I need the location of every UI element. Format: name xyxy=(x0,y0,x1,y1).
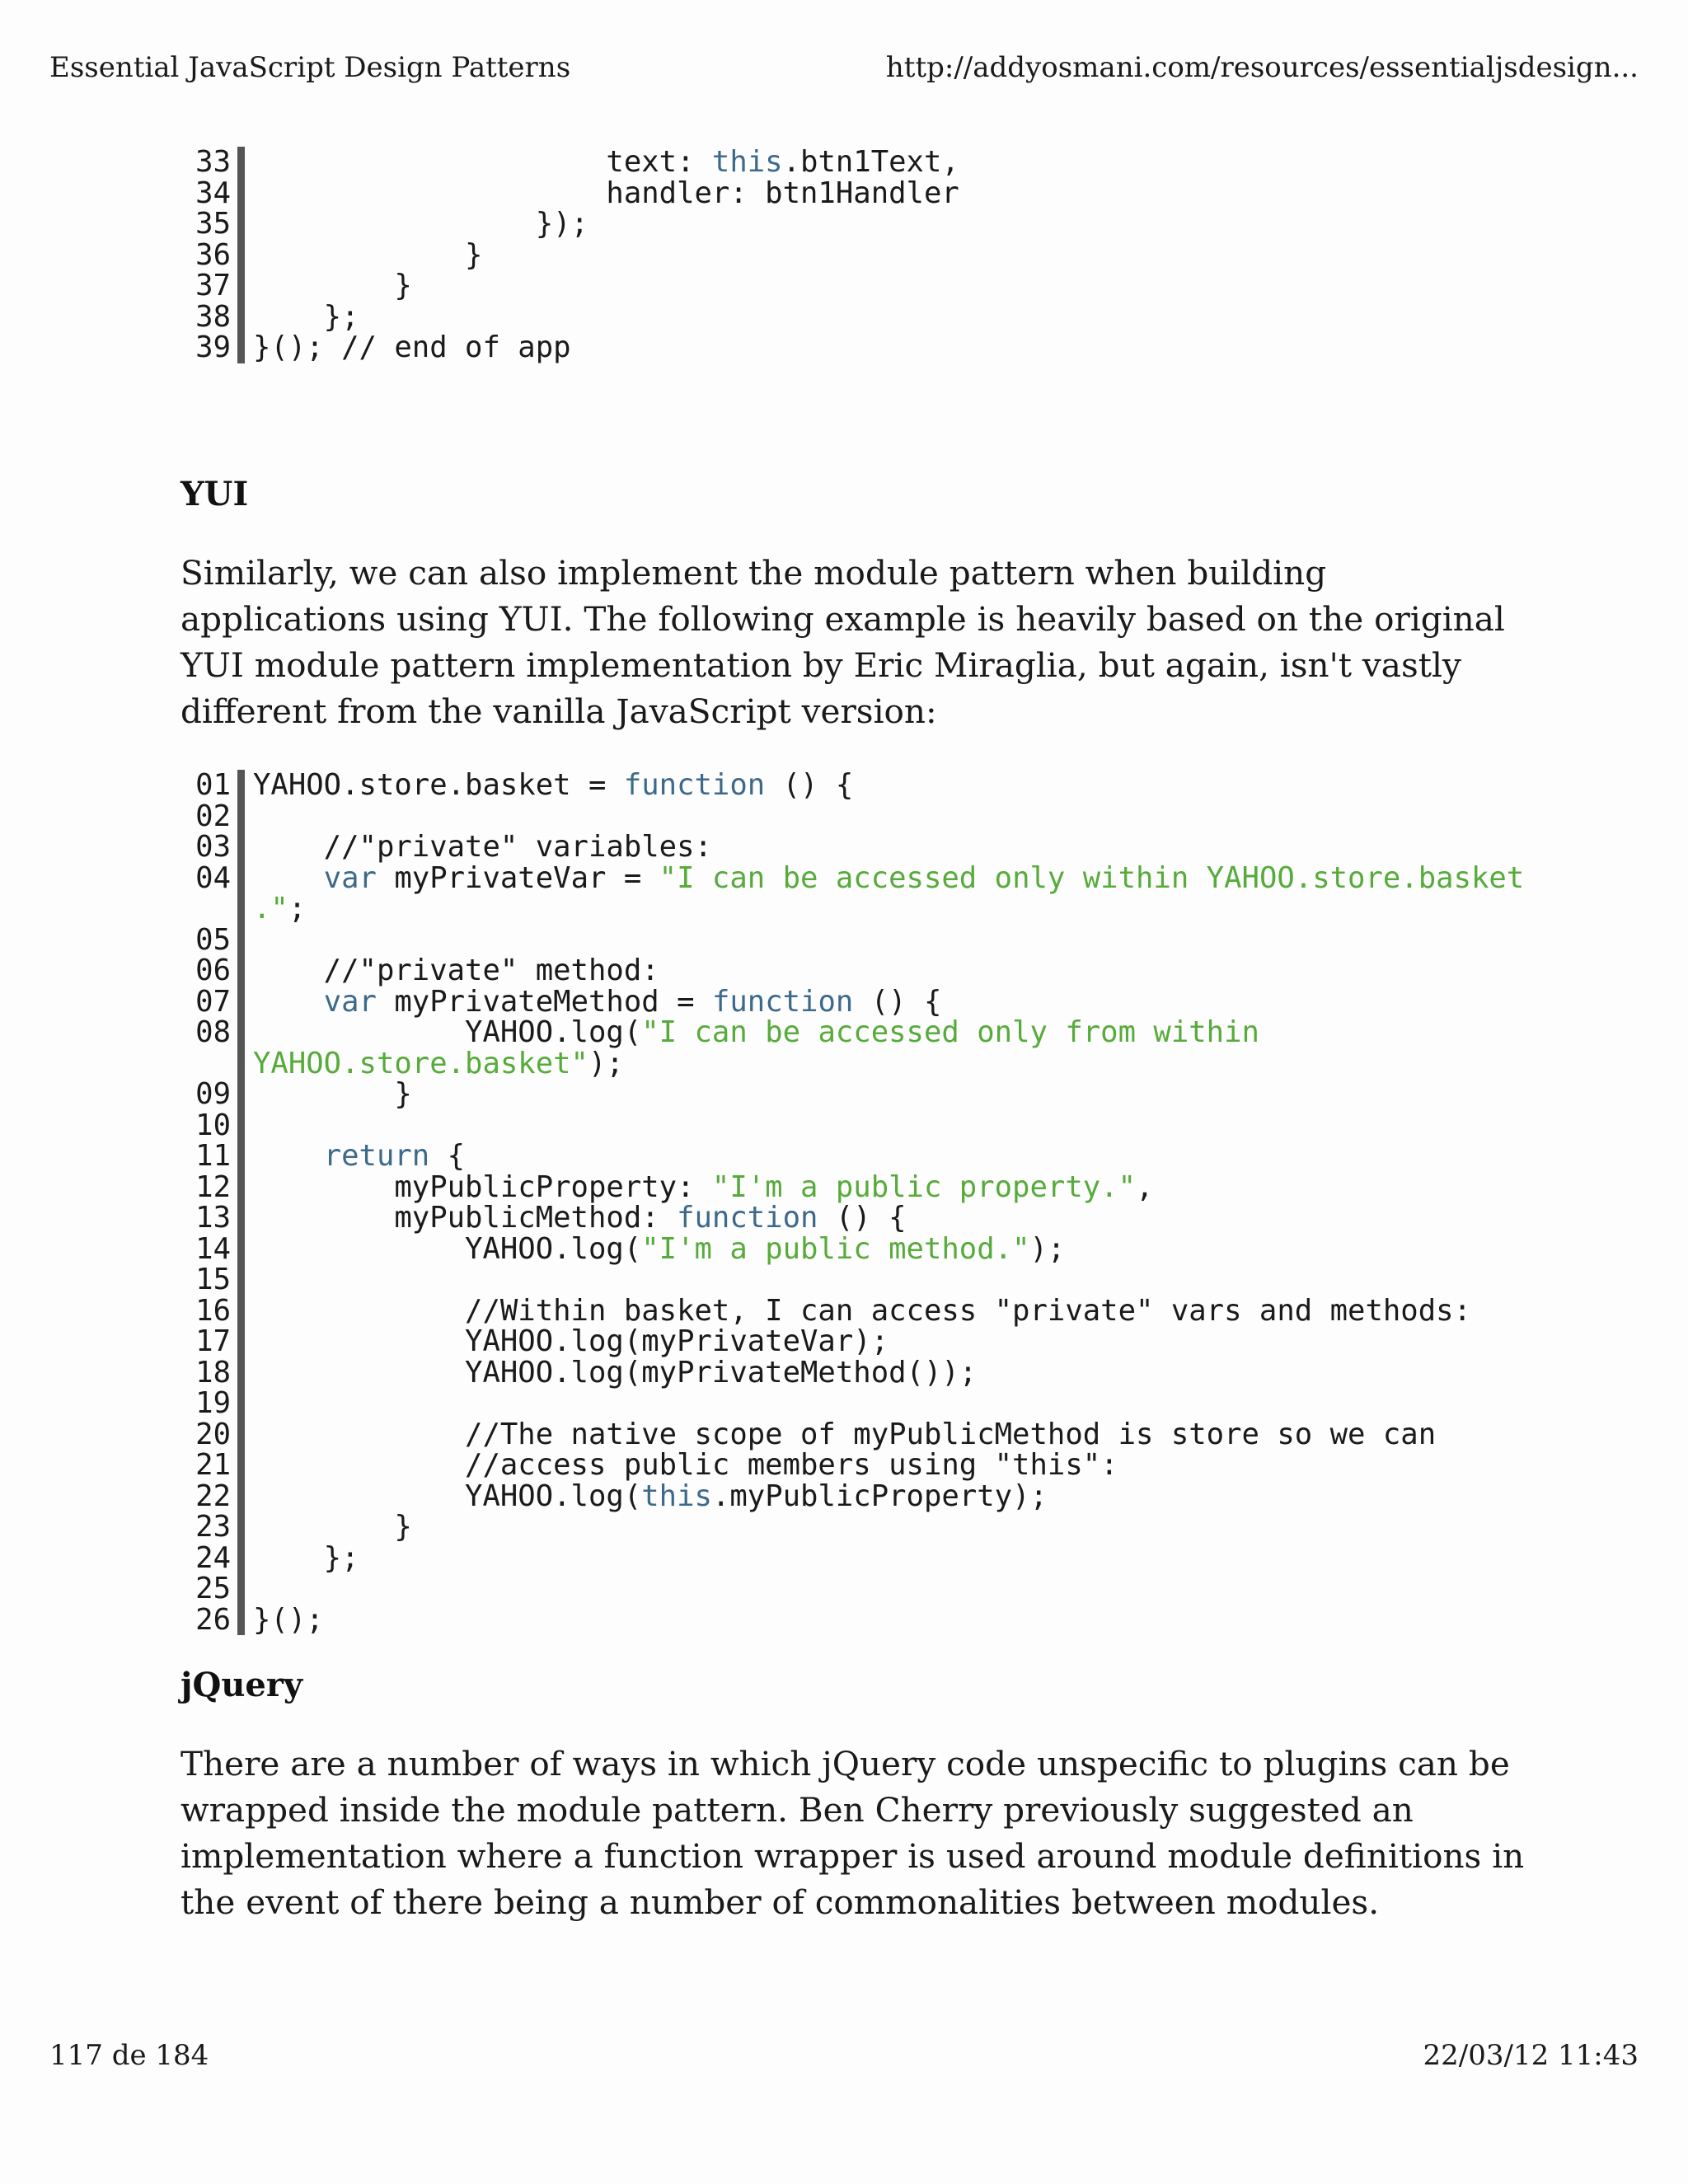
code-line: 04 var myPrivateVar = "I can be accessed only within YAHOO.store.basket xyxy=(195,860,1525,895)
code-line: 10 xyxy=(178,1110,1524,1141)
code-line: 36 } xyxy=(195,237,483,272)
code-line: 16 //Within basket, I can access "private" vars and methods: xyxy=(195,1293,1471,1328)
code-line: 11 return { xyxy=(195,1139,466,1173)
code-line: 37 } xyxy=(195,269,412,302)
section-heading-jquery: jQuery xyxy=(181,1666,303,1704)
code-line: 07 var myPrivateMethod = function () { xyxy=(195,984,942,1019)
code-line: 09 } xyxy=(195,1077,412,1111)
code-line: 23 } xyxy=(195,1510,412,1544)
code-line: 38 }; xyxy=(195,299,359,334)
code-line: 26 }(); xyxy=(195,1602,324,1637)
code-line: 06 //"private" method: xyxy=(195,954,659,987)
code-line: 22 YAHOO.log(this.myPublicProperty); xyxy=(195,1479,1048,1513)
code-line: 13 myPublicMethod: function () { xyxy=(195,1201,907,1235)
code-line: 24 }; xyxy=(195,1540,359,1575)
code-line: 17 YAHOO.log(myPrivateVar); xyxy=(195,1324,889,1358)
section-heading-yui: YUI xyxy=(181,475,249,513)
header-url[interactable]: http://addyosmani.com/resources/essentialjsdesign... xyxy=(885,51,1639,84)
code-line: 35 }); xyxy=(195,207,588,241)
page-number: 117 de 184 xyxy=(49,2039,209,2072)
code-line: 18 YAHOO.log(myPrivateMethod()); xyxy=(195,1355,978,1390)
code-line: 21 //access public members using "this": xyxy=(195,1448,1118,1482)
code-line: 08 YAHOO.log("I can be accessed only from within xyxy=(195,1015,1259,1049)
code-line: 14 YAHOO.log("I'm a public method."); xyxy=(195,1231,1066,1266)
code-line: 19 xyxy=(178,1388,1524,1419)
code-line: YAHOO.store.basket"); xyxy=(178,1048,1524,1080)
code-line: 01 YAHOO.store.basket = function () { xyxy=(195,768,854,802)
code-line: 39 }(); // end of app xyxy=(195,330,571,364)
code-block-app-end xyxy=(178,147,959,363)
code-line: 03 //"private" variables: xyxy=(195,830,712,864)
code-line: 15 xyxy=(178,1264,1524,1296)
code-line: 02 xyxy=(178,801,1524,832)
code-line: 12 myPublicProperty: "I'm a public property.", xyxy=(195,1169,1154,1204)
header-title: Essential JavaScript Design Patterns xyxy=(49,51,571,84)
code-line: 34 handler: btn1Handler xyxy=(195,176,959,210)
code-line: 33 text: this.btn1Text, xyxy=(195,145,959,179)
code-block-yui xyxy=(178,770,1524,1635)
yui-paragraph: Similarly, we can also implement the module pattern when building applications using YUI. The following example is heavily based on the original YUI module pattern implementation by Eric Miraglia, but again, isn't vastly different from the vanilla JavaScript version: xyxy=(181,553,1505,731)
code-line: 05 xyxy=(178,925,1524,956)
code-line: 25 xyxy=(178,1573,1524,1605)
code-line: ."; xyxy=(178,893,1524,925)
print-timestamp: 22/03/12 11:43 xyxy=(1423,2039,1639,2072)
code-line: 20 //The native scope of myPublicMethod is store so we can xyxy=(195,1417,1437,1451)
jquery-paragraph: There are a number of ways in which jQuery code unspecific to plugins can be wrapped inside the module pattern. Ben Cherry previously suggested an implementation where a function wrapper is used around module definitions in the event of there being a number of commonalities between modules. xyxy=(181,1744,1525,1922)
